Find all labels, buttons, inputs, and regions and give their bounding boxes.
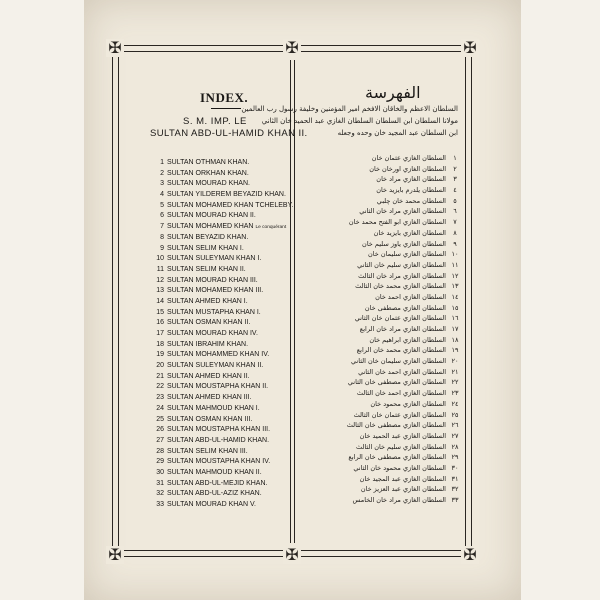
entry-number: 12 (156, 276, 164, 284)
list-item (150, 265, 310, 276)
entry-number-arabic: ٨ (453, 228, 457, 237)
entry-number-arabic: ٥ (453, 196, 457, 205)
entry-name: SULTAN OSMAN KHAN III. (167, 415, 253, 423)
entry-name-arabic: السلطان محمد خان چلبي (376, 196, 446, 205)
title-underline (211, 108, 241, 109)
entry-number: 11 (156, 265, 164, 273)
entry-number: 24 (156, 404, 164, 412)
entry-number: 32 (156, 490, 164, 498)
entry-name-arabic: السلطان الغازي سليم خان الثاني (357, 260, 446, 269)
entry-name-arabic: السلطان الغازي مراد خان (376, 175, 446, 184)
entry-number: 27 (156, 436, 164, 444)
list-item (322, 367, 460, 378)
entry-number: 17 (156, 330, 164, 337)
entry-name-arabic: السلطان الغازي بايزيد خان (373, 228, 446, 237)
entry-name: SULTAN SULEYMAN KHAN I. (167, 255, 262, 263)
entry-number-arabic: ٢٩ (451, 453, 459, 462)
list-item (322, 303, 460, 314)
list-item (322, 228, 460, 239)
entry-name-arabic: السلطان الغازي مراد خان الثالث (358, 271, 446, 280)
entry-name: SULTAN MOURAD KHAN V. (167, 501, 256, 508)
entry-number: 30 (156, 468, 164, 476)
entry-name-arabic: السلطان الغازي عثمان خان الثاني (354, 314, 446, 323)
entry-number: 16 (156, 319, 164, 327)
entry-name-arabic: السلطان الغازي ابراهيم خان (369, 335, 446, 344)
list-item (322, 239, 460, 250)
entry-number-arabic: ١٩ (451, 346, 459, 355)
entry-number-arabic: ١٤ (451, 292, 459, 301)
divider-bottom-ornament-icon: ✠ (283, 546, 301, 564)
entry-number-arabic: ٣٢ (451, 485, 459, 494)
entry-name: SULTAN ABD-UL-AZIZ KHAN. (167, 490, 262, 498)
entry-name: SULTAN MAHMOUD KHAN II. (167, 468, 262, 476)
entry-number-arabic: ٦ (453, 207, 457, 216)
entry-number: 22 (156, 383, 164, 391)
list-item (150, 489, 310, 500)
entry-name-arabic: السلطان الغازي عبد الحميد خان (359, 431, 446, 440)
list-item (322, 206, 460, 217)
list-item (150, 222, 310, 233)
entry-name-arabic: السلطان الغازي عبد العزيز خان (360, 485, 446, 494)
entry-number: 33 (156, 501, 164, 508)
divider-top-ornament-icon: ✠ (283, 39, 301, 57)
entry-number-arabic: ٢٠ (451, 357, 459, 366)
entry-name-arabic: السلطان الغازي ابو الفتح محمد خان (348, 218, 446, 227)
list-item (322, 410, 460, 421)
list-item (322, 388, 460, 399)
entry-name-arabic: السلطان الغازي سليم خان الثالث (356, 442, 446, 451)
list-item (150, 276, 310, 287)
list-item (322, 484, 460, 495)
list-item (322, 345, 460, 356)
entry-number: 4 (160, 191, 164, 199)
list-item (322, 399, 460, 410)
corner-ornament-icon: ✠ (461, 39, 479, 57)
corner-ornament-icon: ✠ (461, 546, 479, 564)
entry-name-arabic: السلطان الغازي احمد خان الثالث (356, 389, 446, 398)
entry-name: SULTAN MOHAMED KHAN TCHELEBY. (167, 201, 294, 209)
list-item (322, 377, 460, 388)
list-item (322, 324, 460, 335)
entry-number: 5 (160, 201, 164, 209)
entry-name-arabic: السلطان الغازي اورخان خان (369, 164, 446, 173)
entry-number: 14 (156, 297, 164, 305)
list-item (322, 153, 460, 164)
list-item (322, 217, 460, 228)
entry-name-arabic: السلطان يلدرم بايزيد خان (376, 186, 446, 195)
entry-number: 10 (156, 255, 164, 263)
entry-number: 21 (156, 372, 164, 380)
entry-number-arabic: ٣٣ (451, 496, 459, 504)
entry-number: 15 (156, 308, 164, 316)
list-item (150, 318, 310, 329)
entry-number-arabic: ٤ (453, 186, 457, 195)
entry-name-arabic: السلطان الغازي سليمان خان (368, 250, 446, 259)
list-item (150, 447, 310, 458)
list-item (322, 249, 460, 260)
entry-number-arabic: ٢٥ (451, 410, 459, 419)
list-item (150, 468, 310, 479)
entry-name: SULTAN MAHMOUD KHAN I. (167, 404, 260, 412)
entry-name: SULTAN MOHAMED KHAN (167, 223, 254, 231)
entry-number-arabic: ٢ (453, 164, 457, 173)
entry-number-arabic: ١٦ (451, 314, 459, 323)
entry-number-arabic: ٣ (453, 175, 457, 184)
corner-ornament-icon: ✠ (106, 546, 124, 564)
list-item (150, 244, 310, 255)
list-item (150, 340, 310, 351)
entry-note: Le conquérant (255, 225, 287, 231)
entry-name: SULTAN SULEYMAN KHAN II. (167, 362, 264, 370)
entry-name: SULTAN AHMED KHAN II. (167, 372, 250, 380)
entry-number: 2 (160, 169, 164, 177)
entry-number-arabic: ٢٣ (451, 389, 459, 398)
entry-name: SULTAN MOUSTAPHA KHAN IV. (167, 458, 271, 466)
entry-name: SULTAN MOURAD KHAN III. (167, 276, 258, 284)
entry-number-arabic: ٢٨ (451, 442, 459, 451)
list-item (150, 372, 310, 383)
entry-name-arabic: السلطان الغازي عثمان خان (371, 154, 446, 162)
entry-number-arabic: ٣١ (451, 474, 459, 483)
entry-number-arabic: ٢٧ (451, 431, 459, 440)
list-item (322, 196, 460, 207)
entry-name: SULTAN BEYAZID KHAN. (167, 233, 249, 241)
entry-number-arabic: ١٠ (451, 250, 459, 259)
entry-number-arabic: ٢٦ (451, 421, 459, 430)
list-item (150, 436, 310, 447)
entry-name-arabic: السلطان الغازي محمود خان (370, 399, 446, 408)
entry-name-arabic: السلطان الغازي عبد المجيد خان (359, 474, 446, 483)
entry-number: 7 (160, 223, 164, 231)
list-item (150, 308, 310, 319)
arabic-dedication-line: السلطان الاعظم والخاقان الافخم امير المؤمنين وخليفة رسول رب العالمين (241, 105, 458, 113)
entry-number: 29 (156, 458, 164, 466)
entry-number: 13 (156, 287, 164, 295)
entry-name: SULTAN OTHMAN KHAN. (167, 159, 250, 166)
list-item (150, 350, 310, 361)
entry-name: SULTAN ORKHAN KHAN. (167, 169, 249, 177)
entry-name: SULTAN ABD-UL-MEJID KHAN. (167, 479, 268, 487)
entry-number-arabic: ٢٤ (451, 399, 459, 408)
list-item (150, 254, 310, 265)
entry-name-arabic: السلطان الغازي مصطفى خان الثالث (346, 421, 446, 430)
list-item (322, 271, 460, 282)
entry-number-arabic: ١٧ (451, 325, 459, 333)
arabic-index-title: الفهرسة (365, 83, 421, 102)
entry-name: SULTAN MOURAD KHAN II. (167, 212, 256, 220)
sultan-list-arabic (322, 153, 460, 506)
arabic-dedication-line: ابن السلطان عبد المجيد خان وحده وجعله (337, 129, 458, 137)
entry-number: 20 (156, 362, 164, 370)
index-title: INDEX. (200, 90, 249, 105)
entry-name: SULTAN MUSTAPHA KHAN I. (167, 308, 261, 316)
list-item (322, 174, 460, 185)
list-item (150, 457, 310, 468)
list-item (322, 335, 460, 346)
list-item (150, 190, 310, 201)
entry-name-arabic: السلطان الغازي عثمان خان الثالث (353, 410, 446, 419)
sultan-list-french (150, 158, 310, 511)
entry-name-arabic: السلطان الغازي سليمان خان الثاني (350, 357, 446, 366)
entry-name-arabic: السلطان الغازي محمد خان الثالث (355, 282, 446, 291)
list-item (322, 495, 460, 506)
list-item (150, 404, 310, 415)
entry-number-arabic: ١٢ (451, 271, 459, 280)
entry-number-arabic: ٢٢ (451, 378, 459, 387)
entry-name-arabic: السلطان الغازي محمد خان الرابع (356, 346, 446, 355)
entry-number-arabic: ٢١ (451, 367, 459, 376)
corner-ornament-icon: ✠ (106, 39, 124, 57)
list-item (322, 185, 460, 196)
entry-number-arabic: ٣٠ (451, 463, 459, 472)
list-item (150, 500, 310, 511)
entry-name: SULTAN ABD-UL-HAMID KHAN. (167, 436, 270, 444)
entry-name: SULTAN SELIM KHAN II. (167, 265, 246, 273)
entry-name-arabic: السلطان الغازي مصطفى خان (364, 303, 446, 312)
entry-number: 19 (156, 351, 164, 359)
list-item (322, 420, 460, 431)
entry-name-arabic: السلطان الغازي مراد خان الرابع (359, 325, 446, 333)
dedication-line-1: S. M. IMP. LE (183, 116, 247, 127)
list-item (150, 361, 310, 372)
entry-name: SULTAN IBRAHIM KHAN. (167, 340, 249, 348)
list-item (150, 479, 310, 490)
entry-number: 6 (160, 212, 164, 220)
list-item (150, 201, 310, 212)
dedication-line-2: SULTAN ABD-UL-HAMID KHAN II. (150, 128, 308, 139)
entry-number: 18 (156, 340, 164, 348)
list-item (150, 393, 310, 404)
entry-name-arabic: السلطان الغازي مصطفى خان الثاني (347, 378, 446, 387)
list-item (322, 260, 460, 271)
entry-number-arabic: ١١ (451, 260, 459, 269)
entry-name-arabic: السلطان الغازي محمود خان الثاني (353, 463, 446, 472)
list-item (150, 382, 310, 393)
list-item (150, 286, 310, 297)
list-item (322, 356, 460, 367)
entry-number-arabic: ٩ (453, 239, 457, 248)
entry-number: 31 (156, 479, 164, 487)
list-item (150, 169, 310, 180)
entry-number-arabic: ١٨ (451, 335, 459, 344)
entry-name: SULTAN SELIM KHAN I. (167, 244, 244, 252)
entry-name: SULTAN MOUSTAPHA KHAN III. (167, 426, 271, 434)
entry-name: SULTAN MOUSTAPHA KHAN II. (167, 383, 269, 391)
entry-number: 26 (156, 426, 164, 434)
entry-name: SULTAN SELIM KHAN III. (167, 447, 248, 455)
entry-name-arabic: السلطان الغازي مراد خان الخامس (352, 496, 446, 504)
list-item (322, 431, 460, 442)
entry-name: SULTAN AHMED KHAN I. (167, 297, 248, 305)
entry-number: 1 (160, 159, 164, 166)
entry-number-arabic: ١٣ (451, 282, 459, 291)
list-item (322, 452, 460, 463)
entry-number: 25 (156, 415, 164, 423)
entry-name-arabic: السلطان الغازي احمد خان (375, 292, 446, 301)
entry-name-arabic: السلطان الغازي مراد خان الثاني (359, 207, 446, 216)
entry-number-arabic: ٧ (453, 218, 457, 227)
list-item (150, 329, 310, 340)
list-item (150, 158, 310, 169)
entry-name-arabic: السلطان الغازي ياوز سليم خان (362, 239, 446, 248)
list-item (150, 415, 310, 426)
entry-number: 23 (156, 394, 164, 402)
entry-name-arabic: السلطان الغازي مصطفى خان الرابع (348, 453, 446, 462)
entry-number: 8 (160, 233, 164, 241)
list-item (150, 297, 310, 308)
entry-name: SULTAN MOURAD KHAN. (167, 180, 250, 188)
entry-name: SULTAN MOURAD KHAN IV. (167, 330, 258, 337)
entry-name: SULTAN AHMED KHAN III. (167, 394, 252, 402)
list-item (322, 281, 460, 292)
entry-number-arabic: ١٥ (451, 303, 459, 312)
list-item (150, 425, 310, 436)
entry-number-arabic: ١ (453, 154, 457, 162)
entry-name-arabic: السلطان الغازي احمد خان الثاني (358, 367, 446, 376)
list-item (150, 179, 310, 190)
list-item (322, 474, 460, 485)
arabic-dedication (241, 103, 458, 139)
list-item (322, 442, 460, 453)
list-item (322, 463, 460, 474)
entry-name: SULTAN YILDEREM BEYAZID KHAN. (167, 191, 286, 199)
entry-name: SULTAN MOHAMED KHAN III. (167, 287, 264, 295)
entry-name: SULTAN OSMAN KHAN II. (167, 319, 251, 327)
entry-number: 28 (156, 447, 164, 455)
entry-number: 3 (160, 180, 164, 188)
list-item (150, 233, 310, 244)
list-item (322, 164, 460, 175)
list-item (150, 211, 310, 222)
entry-number: 9 (160, 244, 164, 252)
entry-name: SULTAN MOHAMMED KHAN IV. (167, 351, 270, 359)
list-item (322, 292, 460, 303)
arabic-dedication-line: مولانا السلطان ابن السلطان السلطان الغازي عبد الحميد خان الثاني (261, 117, 458, 125)
list-item (322, 313, 460, 324)
